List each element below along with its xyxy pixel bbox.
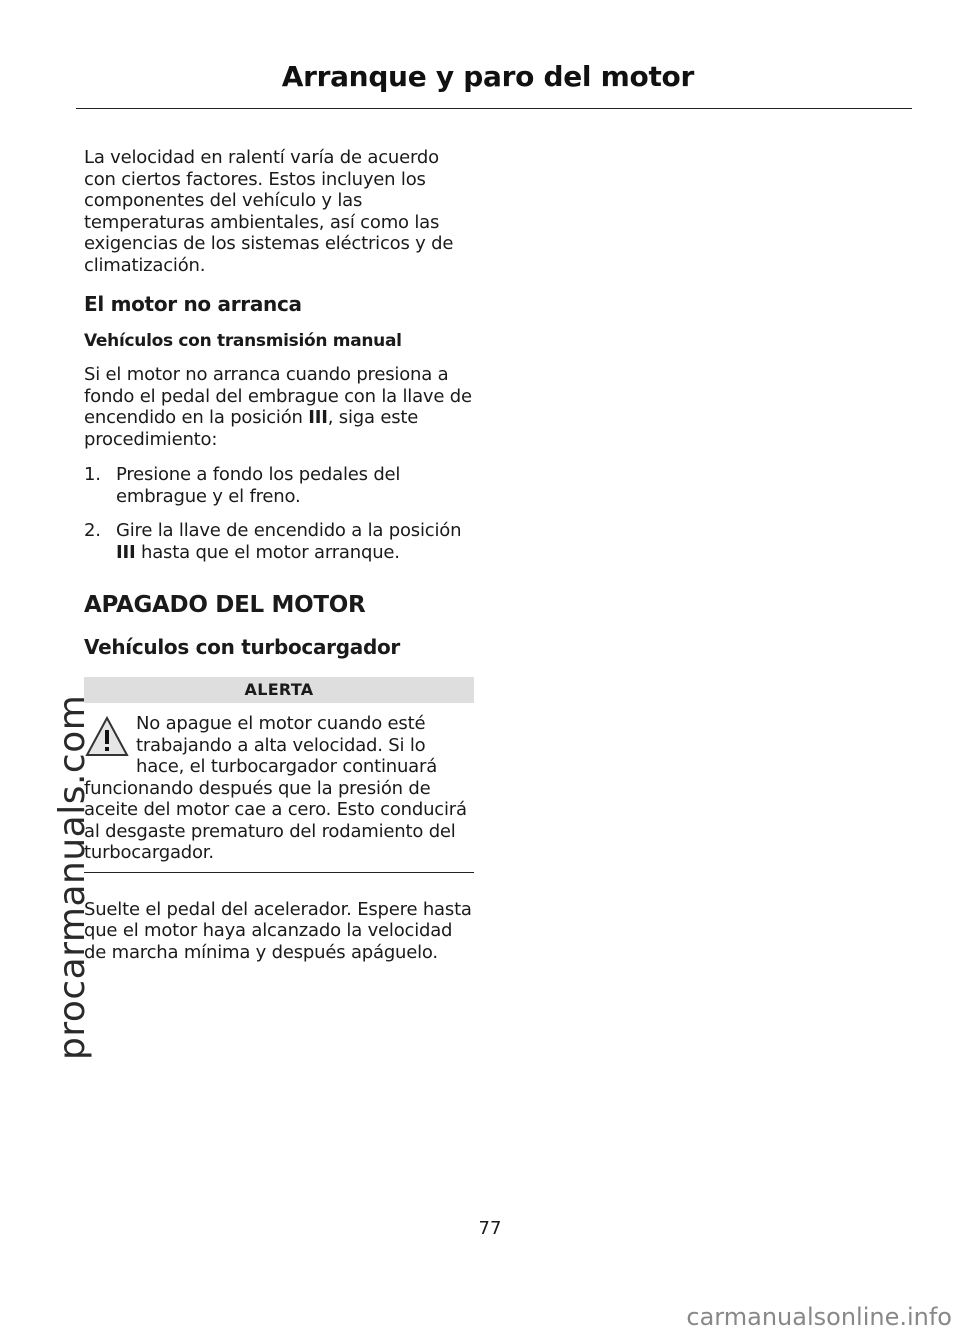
bottom-watermark: carmanualsonline.info <box>686 1303 952 1331</box>
subheading-manual-transmission: Vehículos con transmisión manual <box>84 331 402 351</box>
list-item: 2. Gire la llave de encendido a la posición III hasta que el motor arranque. <box>84 520 462 563</box>
alert-text: No apague el motor cuando esté trabajando a alta velocidad. Si lo hace, el turbocargador continuará funcionando después que la presión de aceite del motor cae a cero. Esto conducirá al desgaste prematuro del rodamiento del turbocargador. <box>84 713 467 863</box>
heading-engine-shutdown: APAGADO DEL MOTOR <box>84 592 366 618</box>
list-item: 1. Presione a fondo los pedales del embrague y el freno. <box>84 464 401 507</box>
final-paragraph: Suelte el pedal del acelerador. Espere hasta que el motor haya alcanzado la velocidad de marcha mínima y después apáguelo. <box>84 898 472 963</box>
heading-engine-not-starting: El motor no arranca <box>84 292 302 316</box>
page-header <box>76 58 912 109</box>
page-number: 77 <box>478 1218 502 1239</box>
main-column <box>84 147 474 977</box>
alert-box <box>84 703 474 873</box>
alert-label: ALERTA <box>84 677 474 703</box>
page-title: Arranque y paro del motor <box>281 60 694 93</box>
side-watermark: procarmanuals.com <box>52 694 93 1060</box>
subheading-turbocharged: Vehículos con turbocargador <box>84 635 400 659</box>
intro-paragraph: La velocidad en ralentí varía de acuerdo con ciertos factores. Estos incluyen los componentes del vehículo y las temperaturas ambientales, así como las exigencias de los sistemas eléctricos y de climatización. <box>84 147 454 276</box>
manual-procedure-paragraph: Si el motor no arranca cuando presiona a fondo el pedal del embrague con la llave de encendido en la posición III, siga este procedimiento: <box>84 364 472 450</box>
